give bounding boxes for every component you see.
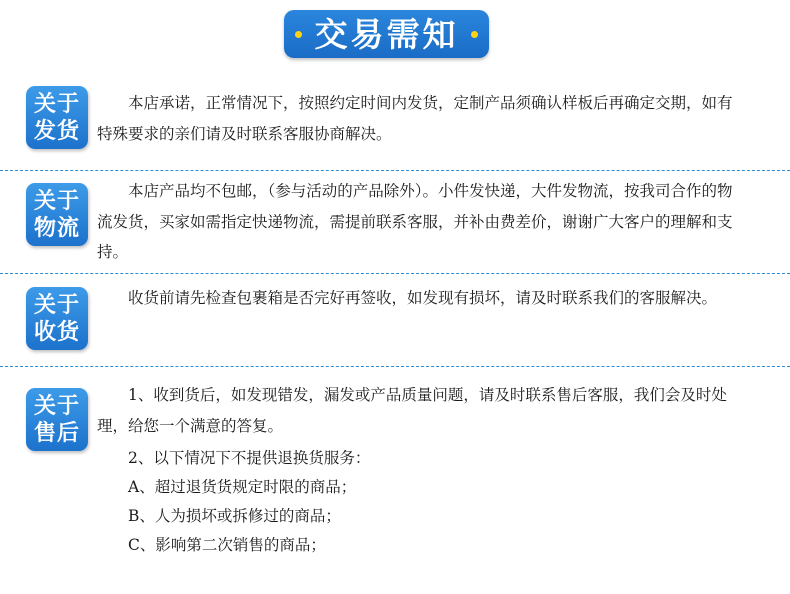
after-sales-item-2: 2、以下情况下不提供退换货服务： — [128, 449, 371, 467]
badge-line-1: 关于 — [33, 292, 80, 318]
title-dot-right — [471, 31, 478, 38]
badge-shipping — [26, 86, 88, 149]
after-sales-item-a: A、超过退货货规定时限的商品； — [128, 478, 357, 496]
badge-line-2: 发货 — [33, 118, 80, 144]
title-dot-left — [295, 31, 302, 38]
title-banner — [284, 10, 489, 58]
divider-2 — [0, 273, 790, 274]
badge-after-sales — [26, 388, 88, 451]
section-receiving — [97, 283, 747, 314]
after-sales-item-b: B、人为损坏或拆修过的商品； — [128, 507, 341, 525]
section-after-sales — [97, 380, 747, 560]
page-title: 交易需知 — [314, 14, 459, 54]
badge-line-2: 收货 — [33, 319, 80, 345]
badge-receiving — [26, 287, 88, 350]
section-shipping — [97, 88, 747, 149]
badge-line-1: 关于 — [33, 91, 80, 117]
badge-line-2: 物流 — [33, 215, 80, 241]
badge-logistics — [26, 183, 88, 246]
after-sales-item-1: 1、收到货后，如发现错发，漏发或产品质量问题，请及时联系售后客服，我们会及时处理，给您一个满意的答复。 — [97, 386, 727, 435]
badge-line-1: 关于 — [33, 188, 80, 214]
after-sales-item-c: C、影响第二次销售的商品； — [128, 536, 326, 554]
divider-3 — [0, 366, 790, 367]
badge-line-2: 售后 — [33, 420, 80, 446]
badge-line-1: 关于 — [33, 393, 80, 419]
shipping-paragraph: 本店承诺，正常情况下，按照约定时间内发货，定制产品须确认样板后再确定交期，如有特殊要求的亲们请及时联系客服协商解决。 — [97, 94, 733, 143]
receiving-paragraph: 收货前请先检查包裹箱是否完好再签收，如发现有损坏，请及时联系我们的客服解决。 — [128, 289, 718, 307]
logistics-paragraph: 本店产品均不包邮，（参与活动的产品除外）。小件发快递，大件发物流，按我司合作的物流发货，买家如需指定快递物流，需提前联系客服，并补由费差价，谢谢广大客户的理解和支持。 — [97, 182, 733, 261]
section-logistics — [97, 176, 747, 268]
divider-1 — [0, 170, 790, 171]
